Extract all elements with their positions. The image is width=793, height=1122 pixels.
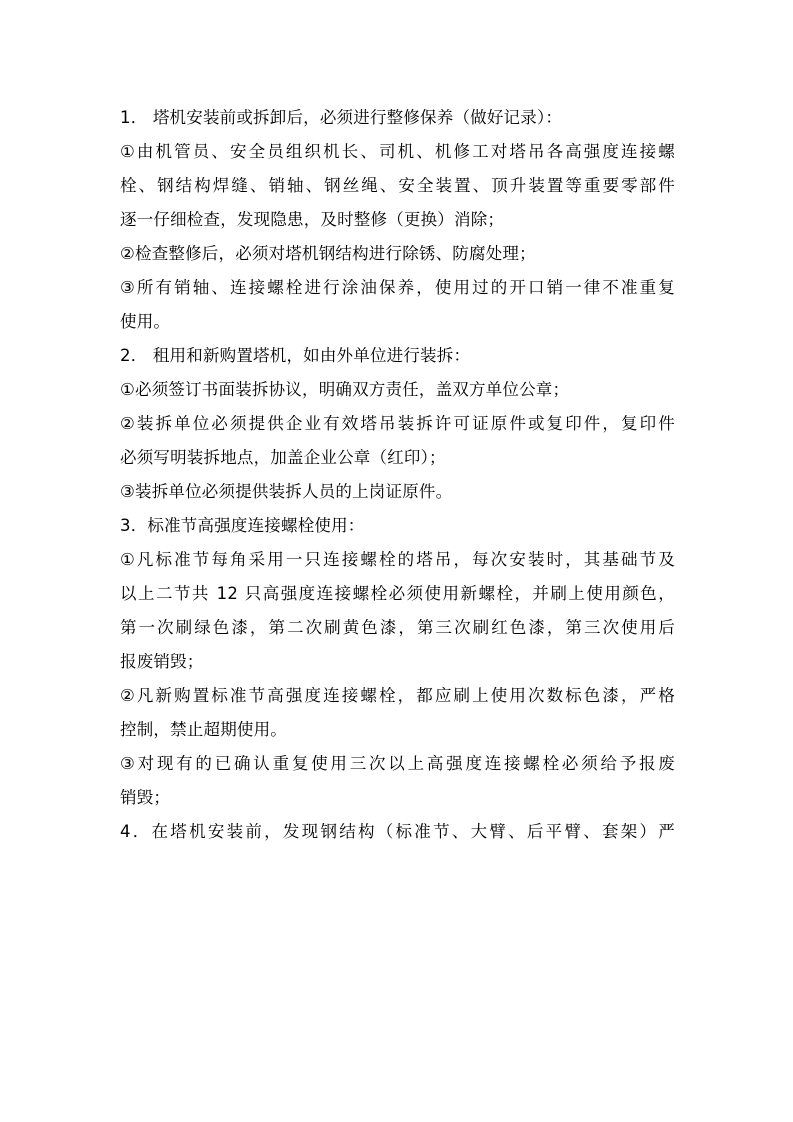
text-line: 销毁； (120, 788, 171, 807)
text-line: ③装拆单位必须提供装拆人员的上岗证原件。 (120, 482, 453, 501)
text-line: 2． 租用和新购置塔机，如由外单位进行装拆： (120, 346, 471, 365)
text-line: 使用。 (120, 312, 171, 331)
text-line: ①必须签订书面装拆协议，明确双方责任，盖双方单位公章； (120, 380, 570, 399)
text-line: 报废销毁； (120, 652, 204, 671)
text-line: 3．标准节高强度连接螺栓使用： (120, 516, 365, 535)
text-line: ①凡标准节每角采用一只连接螺栓的塔吊，每次安装时，其基础节及 (120, 550, 675, 569)
text-line: 必须写明装拆地点，加盖企业公章（红印）； (120, 448, 446, 467)
text-line: ③所有销轴、连接螺栓进行涂油保养，使用过的开口销一律不准重复 (120, 278, 675, 297)
text-line: 控制，禁止超期使用。 (120, 720, 287, 739)
text-line: 栓、钢结构焊缝、销轴、钢丝绳、安全装置、顶升装置等重要零部件 (120, 176, 675, 195)
text-line: 以上二节共 12 只高强度连接螺栓必须使用新螺栓，并刷上使用颜色， (120, 584, 675, 603)
document-body (120, 101, 675, 849)
text-line: ③对现有的已确认重复使用三次以上高强度连接螺栓必须给予报废 (120, 754, 675, 773)
text-line: ②检查整修后，必须对塔机钢结构进行除锈、防腐处理； (120, 244, 536, 263)
text-line: 1． 塔机安装前或拆卸后，必须进行整修保养（做好记录）： (120, 108, 563, 127)
text-line: ①由机管员、安全员组织机长、司机、机修工对塔吊各高强度连接螺 (120, 142, 675, 161)
text-line: 逐一仔细检查，发现隐患，及时整修（更换）消除； (120, 210, 505, 229)
text-line: 第一次刷绿色漆，第二次刷黄色漆，第三次刷红色漆，第三次使用后 (120, 618, 675, 637)
text-line: 4．在塔机安装前，发现钢结构（标准节、大臂、后平臂、套架）严 (120, 822, 675, 841)
text-line: ②装拆单位必须提供企业有效塔吊装拆许可证原件或复印件，复印件 (120, 414, 675, 433)
text-line: ②凡新购置标准节高强度连接螺栓，都应刷上使用次数标色漆，严格 (120, 686, 675, 705)
